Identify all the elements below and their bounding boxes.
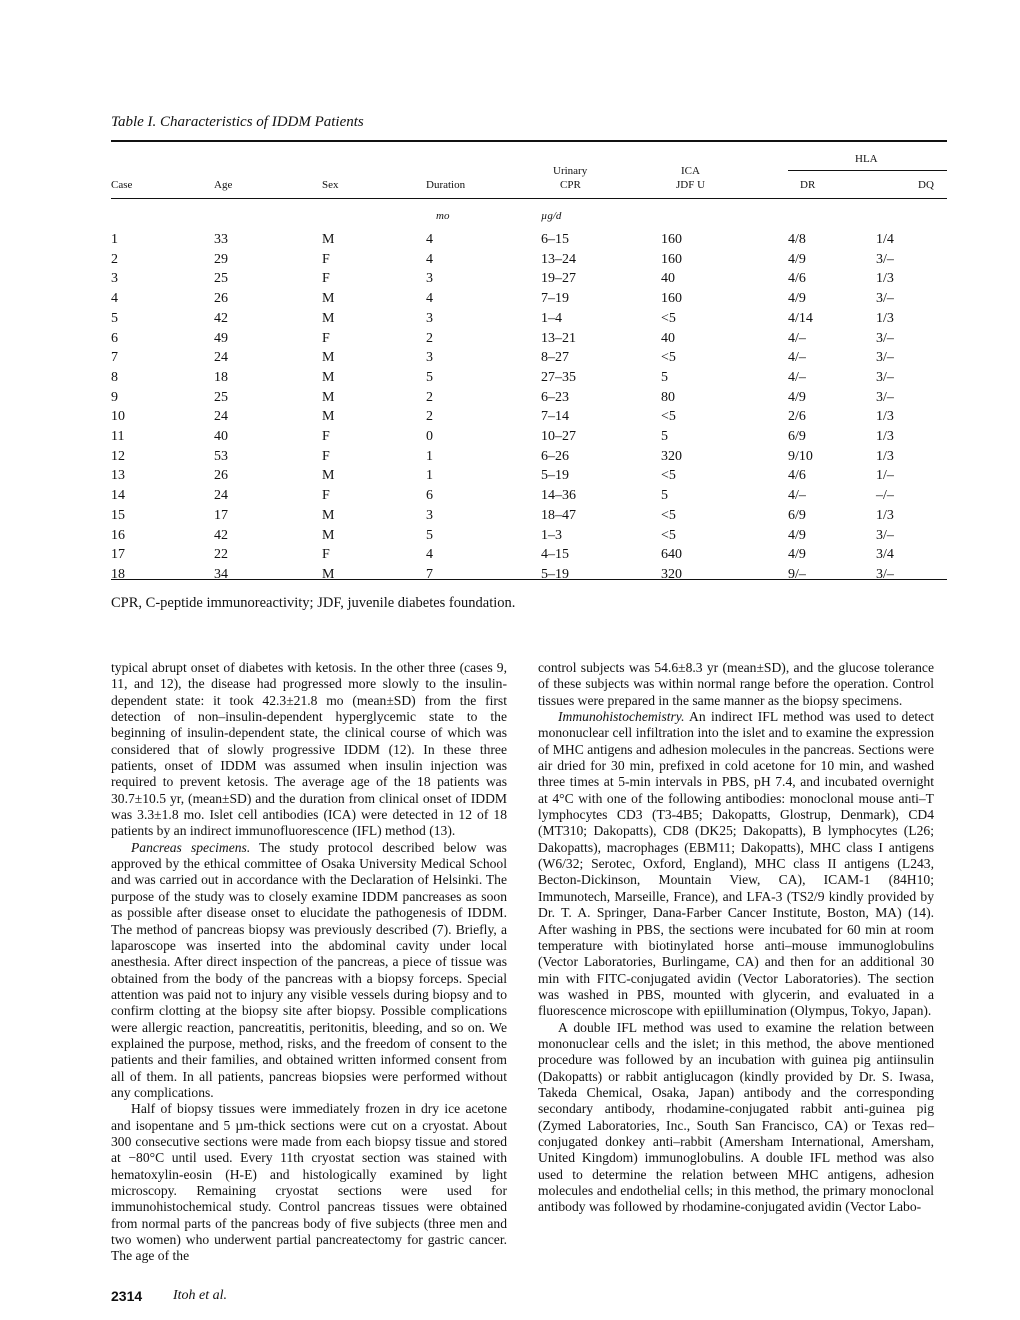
urinary-cpr-cell: 6–23 — [541, 389, 569, 405]
ica-cell: <5 — [661, 527, 676, 543]
duration-cell: 1 — [426, 448, 433, 464]
ica-cell: 160 — [661, 232, 682, 247]
sex-cell: M — [322, 310, 335, 326]
table-row — [111, 348, 947, 368]
section-runin-heading: Immunohistochemistry. — [558, 709, 685, 725]
case-cell: 17 — [111, 547, 125, 563]
table-row — [111, 250, 947, 270]
sex-cell: M — [322, 369, 335, 385]
paragraph-text: Half of biopsy tissues were immediately frozen in dry ice acetone and isopentane and 5 µm-thick sections were cut on a cryostat. About 300 consecutive sections were made from each biopsy tissue and stored at −80°C until used. Every 11th cryostat section was stained with hematoxylin-eosin (H-E) and histologically examined by light microscopy. Remaining cryostat sections were used for immunohistochemical study. Control pancreas tissues were obtained from normal parts of the pancreas body of five subjects (three men and two women) who underwent partial pancreatectomy for gastric cancer. The age of the — [111, 1101, 507, 1264]
hla-dq-cell: 1/4 — [876, 232, 894, 247]
table-row — [111, 329, 947, 349]
urinary-cpr-cell: 8–27 — [541, 350, 569, 366]
paragraph-text: An indirect IFL method was used to detect mononuclear cell infiltration into the islet and to examine the expression of MHC antigens and adhesion molecules in the pancreas. Sections were air dried for 30 min, prefixed in cold acetone for 10 min, and washed three times at 5-min intervals in PBS, pH 7.4, and incubated overnight at 4°C with one of the following antibodies: monoclonal mouse anti–T lymphocytes CD3 (T3-4B5; Dakopatts, Glostrup, Denmark), CD4 (MT310; Dakopatts), CD8 (DK25; Dakopatts), B lymphocytes (L26; Dakopatts), macrophages (EBM11; Dakopatts), MHC class I antigens (W6/32; Serotec, Oxford, England), MHC class II antigens (L243, Becton-Dickinson, Mountain View, CA), ICAM-1 (84H10; Immunotech, Marseille, France), and LFA-3 (TS2/9 kindly provided by Dr. T. A. Springer, Dana-Farber Cancer Institute, Boston, MA) (14). After washing in PBS, the sections were incubated for 60 min at room temperature with biotinylated horse anti–mouse immunoglobulins (Vector Laboratories, Burlingame, CA) and then for an additional 30 min with FITC-conjugated avidin (Vector Laboratories). The section was washed in PBS, mounted with glycerin, and evaluated in a fluorescence microscope with epiillumination (Olympus, Tokyo, Japan). — [538, 709, 934, 1019]
age-cell: 22 — [214, 547, 228, 563]
age-cell: 26 — [214, 291, 228, 307]
duration-cell: 4 — [426, 232, 433, 247]
hla-dr-cell: 4/9 — [788, 291, 806, 307]
case-cell: 18 — [111, 566, 125, 582]
sex-cell: F — [322, 448, 330, 464]
table-row — [111, 368, 947, 388]
sex-cell: F — [322, 251, 330, 267]
sex-cell: M — [322, 527, 335, 543]
duration-cell: 4 — [426, 251, 433, 267]
table-row — [111, 545, 947, 565]
hla-dq-cell: 1/3 — [876, 507, 894, 523]
paragraph — [538, 1020, 934, 1216]
urinary-cpr-cell: 1–3 — [541, 527, 562, 543]
hla-dq-cell: –/– — [876, 488, 894, 504]
hla-dq-cell: 3/– — [876, 350, 894, 366]
duration-cell: 3 — [426, 271, 433, 287]
case-cell: 12 — [111, 448, 125, 464]
ica-cell: 5 — [661, 369, 668, 385]
urinary-cpr-cell: 5–19 — [541, 566, 569, 582]
sex-cell: M — [322, 507, 335, 523]
table-footnote: CPR, C-peptide immunoreactivity; JDF, juvenile diabetes foundation. — [111, 595, 516, 611]
header-duration: Duration — [426, 179, 466, 191]
case-cell: 2 — [111, 251, 118, 267]
duration-cell: 3 — [426, 310, 433, 326]
sex-cell: F — [322, 330, 330, 346]
patients-table — [111, 230, 947, 585]
age-cell: 29 — [214, 251, 228, 267]
case-cell: 8 — [111, 369, 118, 385]
ica-cell: 5 — [661, 488, 668, 504]
table-row — [111, 388, 947, 408]
hla-dr-cell: 4/9 — [788, 547, 806, 563]
hla-dq-cell: 1/3 — [876, 271, 894, 287]
duration-cell: 1 — [426, 468, 433, 484]
hla-dq-cell: 3/4 — [876, 547, 894, 563]
hla-dq-cell: 3/– — [876, 251, 894, 267]
table-row — [111, 486, 947, 506]
urinary-cpr-cell: 7–19 — [541, 291, 569, 307]
age-cell: 24 — [214, 409, 228, 425]
running-head: Itoh et al. — [173, 1288, 228, 1303]
duration-cell: 2 — [426, 330, 433, 346]
table-row — [111, 466, 947, 486]
paragraph-text: The study protocol described below was approved by the ethical committee of Osaka University Medical School and was carried out in accordance with the Declaration of Helsinki. The purpose of the study was to closely examine IDDM pancreases as soon as possible after disease onset to elucidate the pathogenesis of IDDM. The method of pancreas biopsy was previously described (7). Briefly, a laparoscope was inserted into the abdominal cavity under local anesthesia. After direct inspection of the pancreas, a piece of tissue was obtained from the body of the pancreas with a biopsy forceps. Special attention was paid not to injury any visible vessels during biopsy and to confirm clotting at the biopsy site after biopsy. Possible complications were allergic reaction, pancreatitis, peritonitis, bleeding, and so on. We explained the purpose, method, risks, and the freedom of consent to the patients and their families, and obtained written informed consent from all of them. In all patients, pancreas biopsies were performed without any complications. — [111, 839, 507, 1100]
table-row — [111, 230, 947, 250]
hla-dq-cell: 1/3 — [876, 409, 894, 425]
header-dr: DR — [800, 179, 816, 191]
header-urinary-cpr-line1: Urinary — [553, 165, 588, 177]
age-cell: 17 — [214, 507, 228, 523]
ica-cell: 160 — [661, 291, 682, 307]
urinary-cpr-cell: 13–21 — [541, 330, 576, 346]
urinary-cpr-cell: 7–14 — [541, 409, 569, 425]
table-row — [111, 309, 947, 329]
hla-group-rule — [788, 170, 947, 171]
urinary-cpr-cell: 19–27 — [541, 271, 576, 287]
urinary-cpr-cell: 18–47 — [541, 507, 576, 523]
ica-cell: 320 — [661, 566, 682, 582]
header-dq: DQ — [918, 179, 934, 191]
hla-dr-cell: 4/– — [788, 369, 806, 385]
sex-cell: M — [322, 350, 335, 366]
ica-cell: 5 — [661, 429, 668, 445]
age-cell: 33 — [214, 232, 228, 247]
hla-dr-cell: 4/9 — [788, 527, 806, 543]
table-row — [111, 407, 947, 427]
hla-dr-cell: 4/9 — [788, 389, 806, 405]
table-row — [111, 506, 947, 526]
ica-cell: 40 — [661, 330, 675, 346]
section-runin-heading: Pancreas specimens. — [131, 839, 251, 855]
hla-dr-cell: 4/14 — [788, 310, 813, 326]
case-cell: 6 — [111, 330, 118, 346]
case-cell: 7 — [111, 350, 118, 366]
case-cell: 13 — [111, 468, 125, 484]
case-cell: 3 — [111, 271, 118, 287]
table-row — [111, 526, 947, 546]
header-hla: HLA — [855, 153, 878, 165]
duration-cell: 2 — [426, 409, 433, 425]
hla-dr-cell: 4/9 — [788, 251, 806, 267]
age-cell: 49 — [214, 330, 228, 346]
sex-cell: F — [322, 488, 330, 504]
hla-dr-cell: 4/6 — [788, 468, 806, 484]
hla-dq-cell: 3/– — [876, 389, 894, 405]
hla-dq-cell: 1/– — [876, 468, 894, 484]
duration-cell: 3 — [426, 507, 433, 523]
hla-dq-cell: 1/3 — [876, 448, 894, 464]
age-cell: 18 — [214, 369, 228, 385]
ica-cell: 320 — [661, 448, 682, 464]
case-cell: 4 — [111, 291, 118, 307]
hla-dr-cell: 6/9 — [788, 507, 806, 523]
sex-cell: F — [322, 271, 330, 287]
units-urinary-cpr: µg/d — [541, 210, 562, 222]
duration-cell: 6 — [426, 488, 433, 504]
hla-dr-cell: 2/6 — [788, 409, 806, 425]
header-ica-line2: JDF U — [676, 179, 706, 191]
hla-dr-cell: 4/– — [788, 350, 806, 366]
sex-cell: M — [322, 232, 335, 247]
paragraph — [111, 840, 507, 1102]
hla-dr-cell: 4/– — [788, 330, 806, 346]
urinary-cpr-cell: 27–35 — [541, 369, 576, 385]
urinary-cpr-cell: 13–24 — [541, 251, 576, 267]
hla-dq-cell: 3/– — [876, 369, 894, 385]
age-cell: 25 — [214, 271, 228, 287]
body-column-right — [538, 660, 934, 1216]
table-title: Table I. Characteristics of IDDM Patients — [111, 114, 364, 130]
table-header-rule — [111, 198, 947, 199]
duration-cell: 5 — [426, 369, 433, 385]
hla-dq-cell: 3/– — [876, 291, 894, 307]
hla-dr-cell: 9/10 — [788, 448, 813, 464]
table-row — [111, 289, 947, 309]
case-cell: 16 — [111, 527, 125, 543]
urinary-cpr-cell: 6–26 — [541, 448, 569, 464]
hla-dr-cell: 4/8 — [788, 232, 806, 247]
sex-cell: M — [322, 409, 335, 425]
urinary-cpr-cell: 14–36 — [541, 488, 576, 504]
table-row — [111, 565, 947, 585]
header-sex: Sex — [322, 179, 339, 191]
urinary-cpr-cell: 10–27 — [541, 429, 576, 445]
sex-cell: F — [322, 429, 330, 445]
units-duration: mo — [436, 210, 450, 222]
table-row — [111, 269, 947, 289]
paragraph — [111, 1101, 507, 1264]
case-cell: 10 — [111, 409, 125, 425]
page-number: 2314 — [111, 1288, 143, 1304]
age-cell: 53 — [214, 448, 228, 464]
case-cell: 11 — [111, 429, 125, 445]
age-cell: 26 — [214, 468, 228, 484]
hla-dq-cell: 3/– — [876, 527, 894, 543]
age-cell: 42 — [214, 527, 228, 543]
paragraph-text: A double IFL method was used to examine the relation between mononuclear cells and the islet; in this method, the above mentioned procedure was followed by an incubation with guinea pig antiinsulin (Dakopatts) or rabbit antiglucagon (kindly provided by Dr. S. Iwasa, Takeda Chemical, Osaka, Japan) antibody and the corresponding secondary antibody, rhodamine-conjugated rabbit anti-guinea pig (Zymed Laboratories, Inc., South San Francisco, CA) or Texas red–conjugated donkey anti–rabbit (Amersham International, Amersham, United Kingdom) immunoglobulins. A double IFL method was also used to determine the relation between MHC antigens, adhesion molecules and endothelial cells; in this method, the primary monoclonal antibody was followed by rhodamine-conjugated avidin (Vector Labo- — [538, 1019, 934, 1215]
duration-cell: 0 — [426, 429, 433, 445]
hla-dr-cell: 9/– — [788, 566, 806, 582]
age-cell: 42 — [214, 310, 228, 326]
age-cell: 24 — [214, 350, 228, 366]
header-ica-line1: ICA — [681, 165, 700, 177]
age-cell: 25 — [214, 389, 228, 405]
hla-dr-cell: 4/6 — [788, 271, 806, 287]
ica-cell: <5 — [661, 468, 676, 484]
hla-dr-cell: 4/– — [788, 488, 806, 504]
paragraph — [111, 660, 507, 840]
hla-dq-cell: 3/– — [876, 566, 894, 582]
duration-cell: 4 — [426, 291, 433, 307]
header-age: Age — [214, 179, 233, 191]
urinary-cpr-cell: 6–15 — [541, 232, 569, 247]
paragraph — [538, 660, 934, 709]
ica-cell: <5 — [661, 507, 676, 523]
table-top-rule — [111, 140, 947, 142]
urinary-cpr-cell: 5–19 — [541, 468, 569, 484]
ica-cell: 40 — [661, 271, 675, 287]
case-cell: 14 — [111, 488, 125, 504]
ica-cell: <5 — [661, 409, 676, 425]
ica-cell: 80 — [661, 389, 675, 405]
hla-dq-cell: 1/3 — [876, 310, 894, 326]
paragraph-text: control subjects was 54.6±8.3 yr (mean±SD), and the glucose tolerance of these subjects was within normal range before the operation. Control tissues were prepared in the same manner as the biopsy specimens. — [538, 660, 934, 708]
case-cell: 1 — [111, 232, 118, 247]
sex-cell: M — [322, 566, 335, 582]
sex-cell: M — [322, 291, 335, 307]
urinary-cpr-cell: 4–15 — [541, 547, 569, 563]
table-row — [111, 447, 947, 467]
ica-cell: <5 — [661, 310, 676, 326]
duration-cell: 4 — [426, 547, 433, 563]
duration-cell: 5 — [426, 527, 433, 543]
age-cell: 40 — [214, 429, 228, 445]
paragraph — [538, 709, 934, 1020]
case-cell: 9 — [111, 389, 118, 405]
sex-cell: F — [322, 547, 330, 563]
urinary-cpr-cell: 1–4 — [541, 310, 562, 326]
hla-dq-cell: 1/3 — [876, 429, 894, 445]
ica-cell: <5 — [661, 350, 676, 366]
duration-cell: 7 — [426, 566, 433, 582]
age-cell: 24 — [214, 488, 228, 504]
hla-dr-cell: 6/9 — [788, 429, 806, 445]
sex-cell: M — [322, 468, 335, 484]
header-urinary-cpr-line2: CPR — [560, 179, 581, 191]
ica-cell: 640 — [661, 547, 682, 563]
sex-cell: M — [322, 389, 335, 405]
patients-table-body — [111, 230, 947, 585]
age-cell: 34 — [214, 566, 228, 582]
hla-dq-cell: 3/– — [876, 330, 894, 346]
header-case: Case — [111, 179, 133, 191]
table-row — [111, 427, 947, 447]
case-cell: 15 — [111, 507, 125, 523]
duration-cell: 3 — [426, 350, 433, 366]
body-column-left — [111, 660, 507, 1265]
ica-cell: 160 — [661, 251, 682, 267]
paragraph-text: typical abrupt onset of diabetes with ketosis. In the other three (cases 9, 11, and 12), the disease had progressed more slowly to the insulin-dependent state: it took 42.3±21.8 mo (mean±SD) from the first detection of non–insulin-dependent hyperglycemic state to the beginning of insulin-dependent state, the clinical course of which was considered that of slowly progressive IDDM (12). In these three patients, onset of IDDM was assumed when insulin injection was required to prevent ketosis. The average age of the 18 patients was 30.7±10.5 yr, (mean±SD) and the duration from clinical onset of IDDM was 3.3±1.8 mo. Islet cell antibodies (ICA) were detected in 12 of 18 patients by an indirect immunofluorescence (IFL) method (13). — [111, 660, 507, 839]
case-cell: 5 — [111, 310, 118, 326]
duration-cell: 2 — [426, 389, 433, 405]
